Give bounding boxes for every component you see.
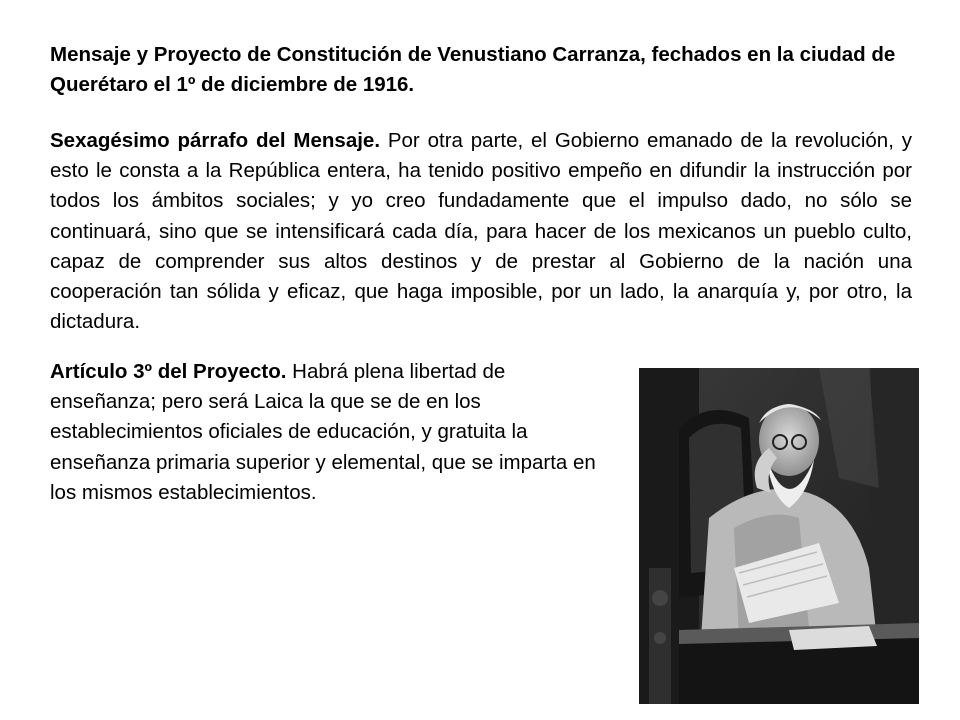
document-title: Mensaje y Proyecto de Constitución de Venustiano Carranza, fechados en la ciudad de Querétaro el 1º de diciembre de 1916. [50, 43, 896, 96]
proyecto-body: Habrá plena libertad de enseñanza; pero será Laica la que se de en los establecimientos oficiales de educación, y gratuita la enseñanza primaria superior y elemental, que se imparta en los mismos establecimientos. [50, 360, 596, 504]
mensaje-paragraph [50, 126, 912, 337]
portrait-photo-icon [639, 368, 919, 704]
mensaje-body: Por otra parte, el Gobierno emanado de la revolución, y esto le consta a la República entera, ha tenido positivo empeño en difundir la instrucción por todos los ámbitos sociales; y yo creo fundadamente que el impulso dado, no sólo se continuará, sino que se intensificará cada día, para hacer de los mexicanos un pueblo culto, capaz de comprender sus altos destinos y de prestar al Gobierno de la nación una cooperación tan sólida y eficaz, que haga imposible, por un lado, la anarquía y, por otro, la dictadura. [50, 129, 912, 334]
mensaje-heading: Sexagésimo párrafo del Mensaje. [50, 129, 381, 152]
proyecto-heading: Artículo 3º del Proyecto. [50, 360, 287, 383]
portrait-photo [639, 368, 919, 704]
proyecto-paragraph [50, 357, 598, 508]
